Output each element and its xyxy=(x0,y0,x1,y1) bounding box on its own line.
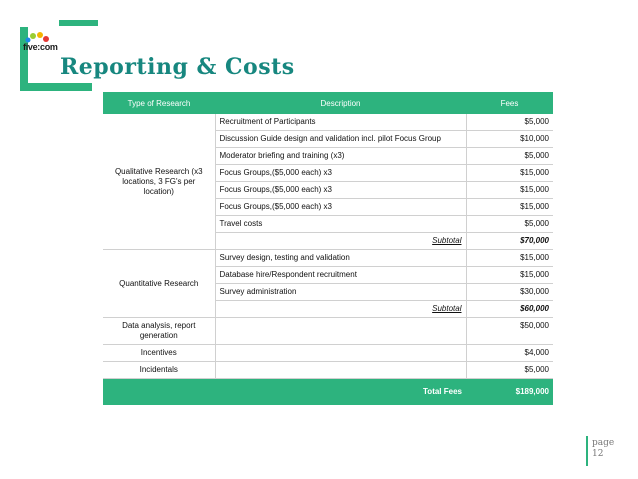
fee-cell: $5,000 xyxy=(466,216,553,233)
description-cell xyxy=(215,362,466,379)
fee-cell: $10,000 xyxy=(466,131,553,148)
quantitative-type-cell: Quantitative Research xyxy=(103,250,215,318)
subtotal-label: Subtotal xyxy=(215,233,466,250)
header-type: Type of Research xyxy=(103,92,215,114)
total-row xyxy=(103,379,553,406)
fee-cell: $15,000 xyxy=(466,165,553,182)
page-title: Reporting & Costs xyxy=(60,54,295,80)
table-row xyxy=(103,345,553,362)
total-label: Total Fees xyxy=(215,379,466,406)
page-number xyxy=(592,438,614,460)
fee-cell: $4,000 xyxy=(466,345,553,362)
fee-cell: $5,000 xyxy=(466,148,553,165)
fee-cell: $50,000 xyxy=(466,318,553,345)
type-cell: Data analysis, report generation xyxy=(103,318,215,345)
table-row xyxy=(103,114,553,131)
page-number-bar xyxy=(586,436,588,466)
logo-text: five:com xyxy=(23,42,58,52)
page-label-text: page xyxy=(592,438,615,448)
description-cell: Focus Groups,($5,000 each) x3 xyxy=(215,199,466,216)
total-blank-cell xyxy=(103,379,215,406)
table-row xyxy=(103,362,553,379)
fee-cell: $15,000 xyxy=(466,199,553,216)
header-fees: Fees xyxy=(466,92,553,114)
costs-table xyxy=(103,92,553,405)
subtotal-label: Subtotal xyxy=(215,301,466,318)
description-cell: Database hire/Respondent recruitment xyxy=(215,267,466,284)
description-cell xyxy=(215,345,466,362)
fee-cell: $5,000 xyxy=(466,362,553,379)
type-cell: Incentives xyxy=(103,345,215,362)
page-number-text: 12 xyxy=(592,449,604,459)
description-cell: Recruitment of Participants xyxy=(215,114,466,131)
description-cell: Travel costs xyxy=(215,216,466,233)
description-cell: Survey design, testing and validation xyxy=(215,250,466,267)
description-cell: Discussion Guide design and validation incl. pilot Focus Group xyxy=(215,131,466,148)
subtotal-value: $60,000 xyxy=(466,301,553,318)
fee-cell: $15,000 xyxy=(466,267,553,284)
table-row xyxy=(103,318,553,345)
description-cell: Focus Groups,($5,000 each) x3 xyxy=(215,182,466,199)
description-cell xyxy=(215,318,466,345)
fee-cell: $5,000 xyxy=(466,114,553,131)
subtotal-value: $70,000 xyxy=(466,233,553,250)
fee-cell: $30,000 xyxy=(466,284,553,301)
description-cell: Survey administration xyxy=(215,284,466,301)
fee-cell: $15,000 xyxy=(466,250,553,267)
header-description: Description xyxy=(215,92,466,114)
total-value: $189,000 xyxy=(466,379,553,406)
qualitative-type-cell: Qualitative Research (x3 locations, 3 FG's per location) xyxy=(103,114,215,250)
table-row xyxy=(103,250,553,267)
fee-cell: $15,000 xyxy=(466,182,553,199)
table-header-row xyxy=(103,92,553,114)
description-cell: Moderator briefing and training (x3) xyxy=(215,148,466,165)
description-cell: Focus Groups,($5,000 each) x3 xyxy=(215,165,466,182)
type-cell: Incidentals xyxy=(103,362,215,379)
